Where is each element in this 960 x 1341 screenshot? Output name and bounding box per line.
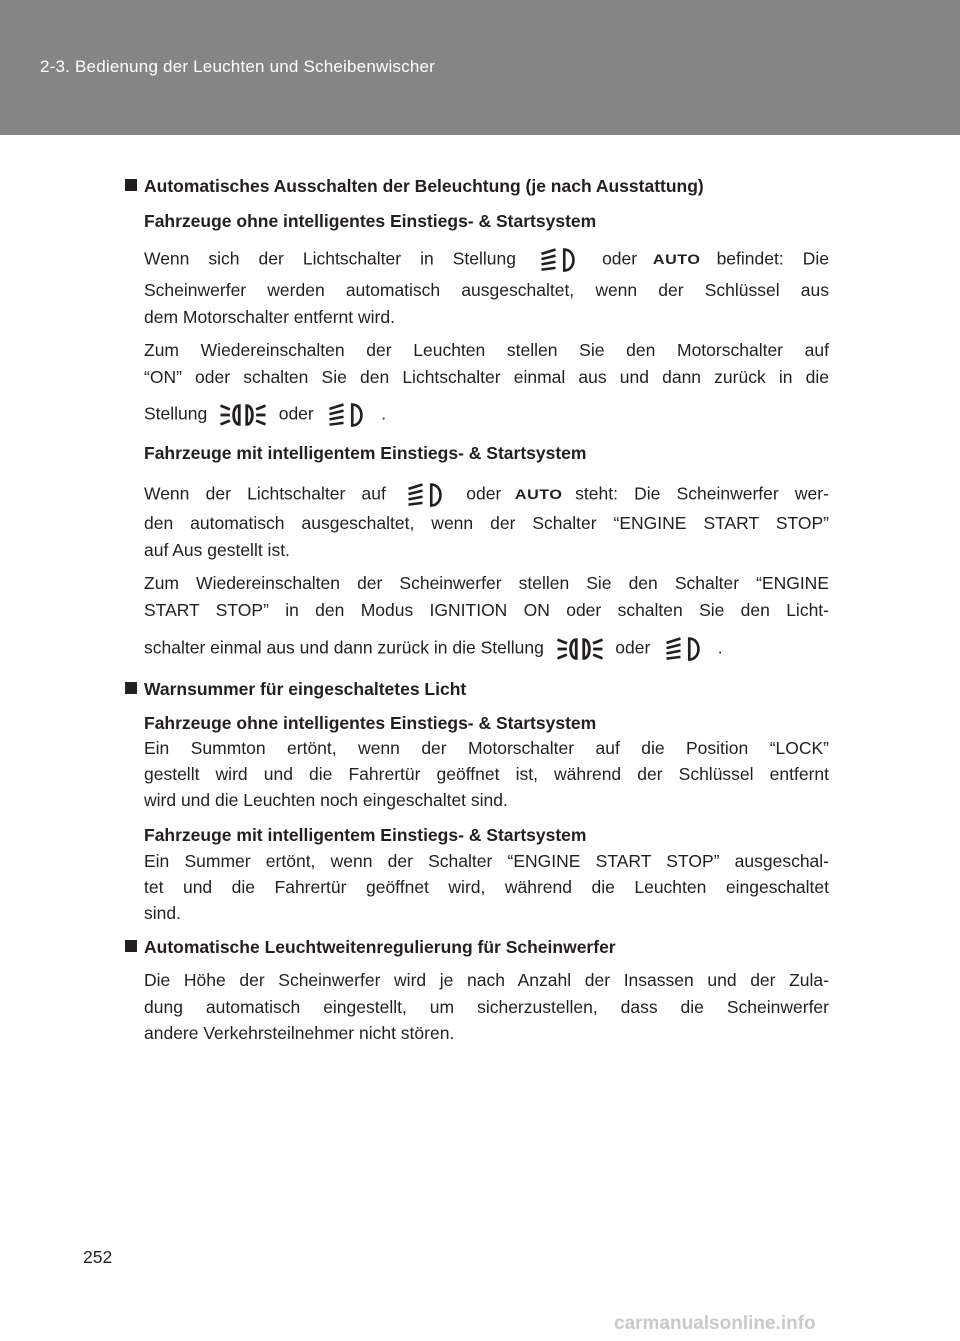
tail-light-icon xyxy=(554,634,606,664)
auto-icon: AUTO xyxy=(653,250,701,267)
bullet-square-icon xyxy=(125,940,137,952)
paragraph-line: Stellung oder . xyxy=(144,400,829,430)
tail-light-icon xyxy=(217,400,269,430)
paragraph-line: Die Höhe der Scheinwerfer wird je nach Anzahl der Insassen und der Zula- xyxy=(144,970,829,990)
page-number: 252 xyxy=(83,1247,113,1267)
paragraph-line: andere Verkehrsteilnehmer nicht stören. xyxy=(144,1023,455,1043)
paragraph-line: gestellt wird und die Fahrertür geöffnet ist, während der Schlüssel entfernt xyxy=(144,764,829,784)
page-header xyxy=(0,0,960,135)
paragraph-line: Zum Wiedereinschalten der Leuchten stellen Sie den Motorschalter auf xyxy=(144,340,829,360)
headlight-icon xyxy=(402,481,450,509)
paragraph-line: Zum Wiedereinschalten der Scheinwerfer stellen Sie den Schalter “ENGINE xyxy=(144,573,829,593)
subheading-without-smart-key: Fahrzeuge ohne intelligentes Einstiegs- & Startsystem xyxy=(144,211,597,231)
paragraph-line: START STOP” in den Modus IGNITION ON oder schalten Sie den Licht- xyxy=(144,600,829,620)
header-title: 2-3. Bedienung der Leuchten und Scheibenwischer xyxy=(40,57,436,76)
paragraph-line: Scheinwerfer werden automatisch ausgeschaltet, wenn der Schlüssel aus xyxy=(144,280,829,300)
paragraph-line: tet und die Fahrertür geöffnet wird, während die Leuchten eingeschaltet xyxy=(144,877,829,897)
paragraph-line: Ein Summton ertönt, wenn der Motorschalter auf die Position “LOCK” xyxy=(144,738,829,758)
section-heading-leveling: Automatische Leuchtweitenregulierung für Scheinwerfer xyxy=(125,937,616,958)
section-heading-light-buzzer: Warnsummer für eingeschaltetes Licht xyxy=(125,679,466,700)
watermark: carmanualsonline.info xyxy=(614,1313,816,1334)
bullet-square-icon xyxy=(125,682,137,694)
paragraph-line: Wenn der Lichtschalter auf oder AUTO steht: Die Scheinwerfer wer- xyxy=(144,481,829,509)
paragraph-line: “ON” oder schalten Sie den Lichtschalter einmal aus und dann zurück in die xyxy=(144,367,829,387)
auto-icon: AUTO xyxy=(514,485,563,502)
paragraph-line: den automatisch ausgeschaltet, wenn der Schalter “ENGINE START STOP” xyxy=(144,513,829,533)
headlight-icon xyxy=(323,401,371,429)
paragraph-line: Wenn sich der Lichtschalter in Stellung oder AUTO befindet: Die xyxy=(144,246,829,274)
subheading-with-smart-key: Fahrzeuge mit intelligentem Einstiegs- & Startsystem xyxy=(144,825,587,845)
paragraph-line: sind. xyxy=(144,903,181,923)
paragraph-line: dem Motorschalter entfernt wird. xyxy=(144,307,395,327)
subheading-without-smart-key: Fahrzeuge ohne intelligentes Einstiegs- & Startsystem xyxy=(144,713,597,733)
paragraph-line: wird und die Leuchten noch eingeschaltet sind. xyxy=(144,790,508,810)
headlight-icon xyxy=(660,635,708,663)
paragraph-line: schalter einmal aus und dann zurück in die Stellung oder . xyxy=(144,634,829,664)
bullet-square-icon xyxy=(125,179,137,191)
subheading-with-smart-key: Fahrzeuge mit intelligentem Einstiegs- & Startsystem xyxy=(144,443,587,463)
headlight-icon xyxy=(535,246,583,274)
section-heading-auto-off: Automatisches Ausschalten der Beleuchtung (je nach Ausstattung) xyxy=(125,176,704,197)
paragraph-line: Ein Summer ertönt, wenn der Schalter “ENGINE START STOP” ausgeschal- xyxy=(144,851,829,871)
paragraph-line: auf Aus gestellt ist. xyxy=(144,540,290,560)
paragraph-line: dung automatisch eingestellt, um sicherzustellen, dass die Scheinwerfer xyxy=(144,997,829,1017)
